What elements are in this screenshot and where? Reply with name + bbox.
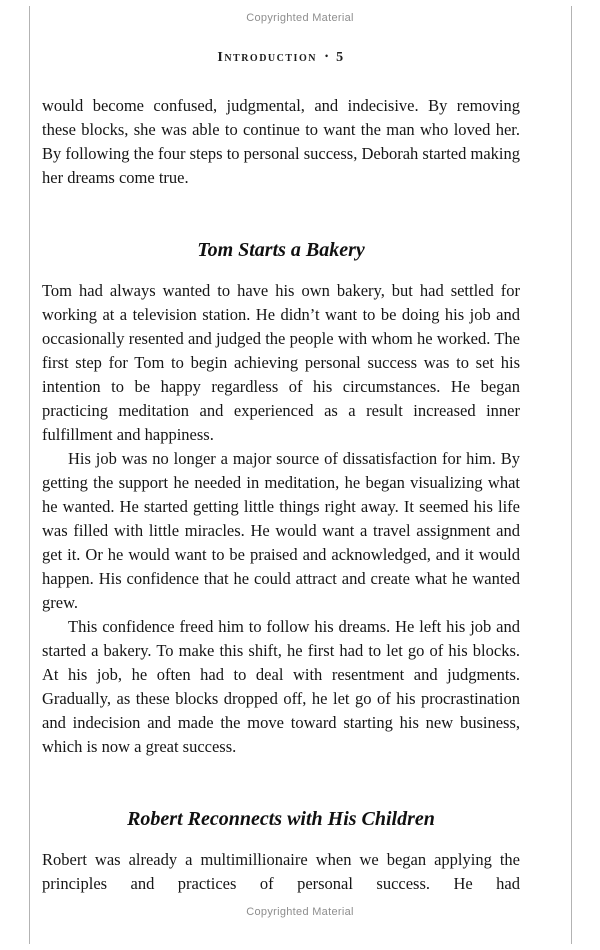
running-header	[42, 50, 520, 66]
page-edge-line-left	[29, 6, 30, 944]
copyright-notice-bottom: Copyrighted Material	[246, 906, 354, 918]
page-edge-line-right	[571, 6, 572, 944]
chapter-title: Introduction	[217, 50, 317, 65]
paragraph: This confidence freed him to follow his dreams. He left his job and started a bakery. To make this shift, he first had to let go of his blocks. At his job, he often had to deal with resentment and judgments. Gradually, as these blocks dropped off, he let go of his procrastination and indecision and made the move toward starting his new business, which is now a great success.	[42, 617, 520, 756]
paragraph-runs-to-next-page: Robert was already a multimillionaire when we began applying the principles and practices of personal success. He had	[42, 850, 520, 893]
page-number: 5	[336, 50, 345, 65]
paragraph-continuation: would become confused, judgmental, and indecisive. By removing these blocks, she was able to continue to want the man who loved her. By following the four steps to personal success, Deborah started making her dreams come true.	[42, 96, 520, 187]
paragraph: Tom had always wanted to have his own bakery, but had settled for working at a television station. He didn’t want to be doing his job and occasionally resented and judged the people with whom he worked. The first step for Tom to begin achieving personal success was to set his intention to be happy regardless of his circumstances. He began practicing meditation and experienced as a result increased inner fulfillment and happiness.	[42, 281, 520, 444]
section-heading-tom: Tom Starts a Bakery	[197, 239, 365, 261]
page-body-text	[42, 94, 520, 896]
header-separator-dot: •	[324, 51, 329, 61]
paragraph: His job was no longer a major source of dissatisfaction for him. By getting the support he needed in meditation, he began visualizing what he wanted. He started getting little things right away. It seemed his life was filled with little miracles. He would want a travel assignment and get it. Or he would want to be praised and acknowledged, and it would happen. His confidence that he could attract and create what he wanted grew.	[42, 449, 520, 612]
section-heading-robert: Robert Reconnects with His Children	[127, 808, 435, 830]
copyright-notice-top: Copyrighted Material	[246, 12, 354, 24]
